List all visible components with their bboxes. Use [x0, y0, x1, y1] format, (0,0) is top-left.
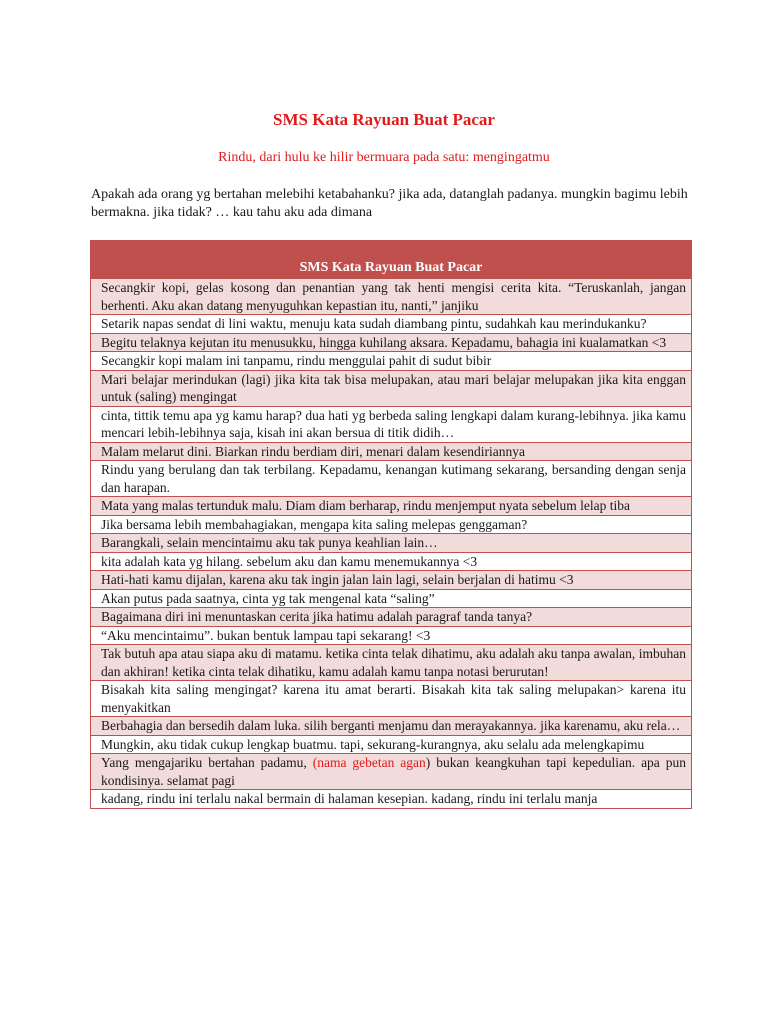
table-row: Jika bersama lebih membahagiakan, mengapa kita saling melepas genggaman?: [91, 515, 691, 534]
table-row: Mungkin, aku tidak cukup lengkap buatmu. tapi, sekurang-kurangnya, aku selalu ada melengkapimu: [91, 735, 691, 754]
table-row: [91, 753, 691, 789]
table-row: Rindu yang berulang dan tak terbilang. Kepadamu, kenangan kutimang sekarang, bersanding dengan senja dan harapan.: [91, 460, 691, 496]
highlight-text: (nama gebetan agan: [312, 755, 426, 770]
table-row: Bagaimana diri ini menuntaskan cerita jika hatimu adalah paragraf tanda tanya?: [91, 607, 691, 626]
table-row: kita adalah kata yg hilang. sebelum aku dan kamu menemukannya <3: [91, 552, 691, 571]
table-row: Secangkir kopi malam ini tanpamu, rindu menggulai pahit di sudut bibir: [91, 351, 691, 370]
table-row: Begitu telaknya kejutan itu menusukku, hingga kuhilang aksara. Kepadamu, bahagia ini kualamatkan <3: [91, 333, 691, 352]
table-row: Mari belajar merindukan (lagi) jika kita tak bisa melupakan, atau mari belajar melupakan jika kita enggan untuk (saling) mengingat: [91, 370, 691, 406]
table-row: Malam melarut dini. Biarkan rindu berdiam diri, menari dalam kesendiriannya: [91, 442, 691, 461]
table-row: Mata yang malas tertunduk malu. Diam diam berharap, rindu menjemput nyata sebelum lelap tiba: [91, 496, 691, 515]
table-row: Setarik napas sendat di lini waktu, menuju kata sudah diambang pintu, sudahkah kau merindukanku?: [91, 314, 691, 333]
document-title: SMS Kata Rayuan Buat Pacar: [273, 110, 495, 129]
table-row: Berbahagia dan bersedih dalam luka. silih berganti menjamu dan merayakannya. jika karenamu, aku rela…: [91, 716, 691, 735]
sms-table: [90, 240, 692, 809]
table-row: Barangkali, selain mencintaimu aku tak punya keahlian lain…: [91, 533, 691, 552]
document-subtitle: Rindu, dari hulu ke hilir bermuara pada satu: mengingatmu: [218, 150, 550, 165]
row-text-after: ) bukan keangkuhan tapi kepedulian. apa pun kondisinya. selamat pagi: [101, 755, 686, 788]
table-row: Hati-hati kamu dijalan, karena aku tak ingin jalan lain lagi, selain berjalan di hatimu <3: [91, 570, 691, 589]
table-header: SMS Kata Rayuan Buat Pacar: [91, 241, 691, 278]
table-row: cinta, tittik temu apa yg kamu harap? dua hati yg berbeda saling lengkapi dalam kurang-lebihnya. jika kamu mencari lebih-lebihnya saja, kisah ini akan bersua di titik didih…: [91, 406, 691, 442]
table-row: “Aku mencintaimu”. bukan bentuk lampau tapi sekarang! <3: [91, 626, 691, 645]
table-row: Tak butuh apa atau siapa aku di matamu. ketika cinta telak dihatimu, aku adalah aku tanpa awalan, imbuhan dan akhiran! ketika cinta telak dihatiku, kamu adalah kamu tanpa notasi berurutan!: [91, 644, 691, 680]
table-row: Akan putus pada saatnya, cinta yg tak mengenal kata “saling”: [91, 589, 691, 608]
table-row: Bisakah kita saling mengingat? karena itu amat berarti. Bisakah kita tak saling melupakan> karena itu menyakitkan: [91, 680, 691, 716]
table-row: kadang, rindu ini terlalu nakal bermain di halaman kesepian. kadang, rindu ini terlalu manja: [91, 789, 691, 808]
row-text-before: Yang mengajariku bertahan padamu,: [101, 755, 313, 770]
intro-paragraph: Apakah ada orang yg bertahan melebihi ketabahanku? jika ada, datanglah padanya. mungkin bagimu lebih bermakna. jika tidak? … kau tahu aku ada dimana: [91, 187, 688, 220]
table-row: Secangkir kopi, gelas kosong dan penantian yang tak henti mengisi cerita kita. “Teruskanlah, jangan berhenti. Aku akan datang menyuguhkan kepastian itu, nanti,” janjiku: [91, 278, 691, 314]
